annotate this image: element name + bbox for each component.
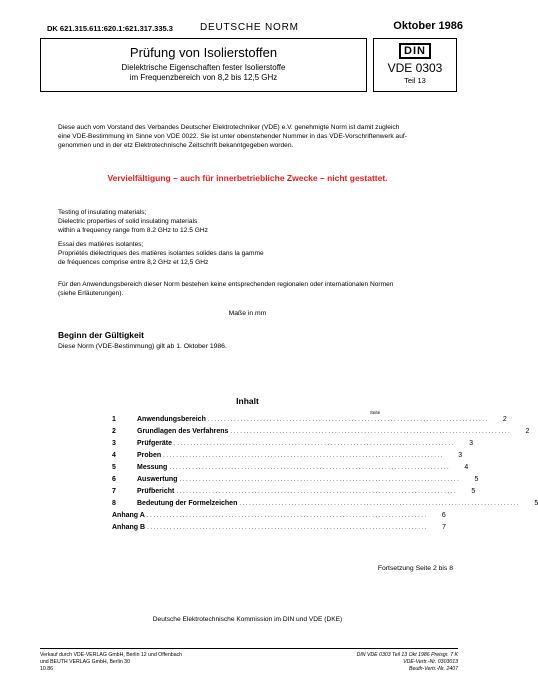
part-number: Teil 13	[404, 76, 426, 85]
toc-page: 3	[458, 452, 463, 459]
footer-line: DIN VDE 0303 Teil 13 Okt 1986 Preisgr. 7 K	[356, 652, 458, 658]
intro-line: Diese auch vom Vorstand des Verbandes Deutscher Elektrotechniker (VDE) e.V. genehmigte Norm ist damit zugleich	[58, 124, 400, 131]
scope-note	[58, 280, 458, 298]
toc-page: 2	[525, 428, 530, 435]
note-line: Für den Anwendungsbereich dieser Norm bestehen keine entsprechenden regionalen oder internationalen Normen	[58, 281, 394, 288]
reproduction-warning: Vervielfältigung – auch für innerbetriebliche Zwecke – nicht gestattet.	[107, 173, 388, 183]
footer-line: Beuth-Vertr.-Nr. 2407	[408, 665, 458, 672]
toc-number: 6	[112, 476, 116, 483]
english-title	[58, 208, 458, 235]
toc-leader: ......................................................................................	[179, 477, 461, 483]
french-line: de fréquences comprise entre 8,2 GHz et 12,5 GHz	[58, 259, 209, 266]
toc-leader: ......................................................................................	[230, 429, 512, 435]
english-line: within a frequency range from 8.2 GHz to 12.5 GHz	[58, 227, 208, 234]
footer-line: und BEUTH VERLAG GmbH, Berlin 30	[40, 658, 130, 665]
toc-page: 3	[469, 440, 473, 447]
toc-number: 3	[112, 440, 116, 447]
footer-line: Verkauf durch VDE-VERLAG GmbH, Berlin 12 und Offenbach	[40, 652, 183, 658]
document-subtitle	[41, 63, 366, 83]
toc-number: 8	[112, 500, 116, 507]
toc-number: 7	[112, 488, 116, 495]
toc-page: 5	[471, 488, 476, 495]
toc-leader: ......................................................................................	[147, 525, 429, 531]
classification-number: DK 621.315.611:620.1:621.317.335.3	[47, 24, 173, 33]
toc-page: 4	[464, 464, 469, 471]
intro-paragraph	[58, 123, 458, 150]
standard-type: DEUTSCHE NORM	[200, 22, 299, 33]
english-line: Testing of insulating materials;	[58, 209, 147, 216]
toc-page: 7	[442, 524, 447, 531]
title-box	[40, 38, 367, 92]
toc-number: 5	[112, 464, 116, 471]
toc-number: 1	[112, 416, 116, 423]
toc-page: 6	[441, 512, 446, 519]
toc-entry[interactable]	[112, 512, 446, 524]
vde-number: VDE 0303	[387, 61, 443, 75]
toc-page: 2	[502, 416, 507, 423]
footer-divider	[40, 648, 458, 649]
din-number-box	[373, 38, 457, 92]
toc-label: Prüfgeräte	[137, 440, 173, 447]
toc-entry[interactable]	[112, 440, 473, 452]
french-title	[58, 240, 458, 267]
french-line: Propriétés diélectriques des matières isolantes solides dans la gamme	[58, 250, 264, 257]
toc-leader: ......................................................................................	[163, 453, 445, 459]
toc-leader: ......................................................................................	[169, 465, 451, 471]
footer-line: 10.86	[40, 665, 53, 672]
table-of-contents	[112, 416, 538, 536]
english-line: Dielectric properties of solid insulating materials	[58, 218, 198, 225]
toc-leader: ......................................................................................	[239, 501, 521, 507]
units-note: Maße in mm	[228, 310, 267, 317]
toc-number: 2	[112, 428, 116, 435]
toc-label: Messung	[137, 464, 168, 471]
toc-label: Bedeutung der Formelzeichen	[137, 500, 238, 507]
toc-label: Anwendungsbereich	[137, 416, 206, 423]
french-line: Essai des matières isolantes;	[58, 241, 144, 248]
validity-heading: Beginn der Gültigkeit	[58, 330, 144, 340]
toc-label: Anhang A	[112, 512, 145, 519]
toc-page: 5	[474, 476, 479, 483]
toc-entry[interactable]	[112, 416, 507, 428]
toc-heading: Inhalt	[236, 396, 259, 406]
note-line: (siehe Erläuterungen).	[58, 290, 124, 297]
subtitle-line: im Frequenzbereich von 8,2 bis 12,5 GHz	[129, 73, 278, 82]
footer-publisher	[40, 652, 182, 672]
intro-line: eine VDE-Bestimmung im Sinne von VDE 0022. Sie ist unter obenstehender Nummer in das VDE-Vorschriftenwerk auf-	[58, 133, 407, 140]
toc-entry[interactable]	[112, 476, 479, 488]
toc-entry[interactable]	[112, 500, 538, 512]
footer-reference	[357, 652, 458, 672]
intro-line: genommen und in der etz Elektrotechnische Zeitschrift bekanntgegeben worden.	[58, 142, 294, 149]
toc-number: 4	[112, 452, 116, 459]
toc-entry[interactable]	[112, 464, 469, 476]
toc-leader: ......................................................................................	[174, 441, 455, 447]
commission-line: Deutsche Elektrotechnische Kommission im DIN und VDE (DKE)	[152, 616, 343, 623]
toc-label: Auswertung	[137, 476, 178, 483]
toc-label: Prüfbericht	[137, 488, 175, 495]
toc-label: Grundlagen des Verfahrens	[137, 428, 229, 435]
toc-entry[interactable]	[112, 524, 447, 536]
toc-label: Anhang B	[112, 524, 146, 531]
validity-text: Diese Norm (VDE-Bestimmung) gilt ab 1. Oktober 1986.	[58, 343, 227, 350]
toc-entry[interactable]	[112, 428, 530, 440]
toc-leader: ......................................................................................	[146, 513, 428, 519]
document-title: Prüfung von Isolierstoffen	[129, 45, 278, 60]
toc-entry[interactable]	[112, 488, 476, 500]
toc-entry[interactable]	[112, 452, 463, 464]
continuation-note: Fortsetzung Seite 2 bis 8	[377, 565, 453, 572]
din-logo: DIN	[399, 43, 431, 59]
toc-leader: ......................................................................................	[207, 417, 489, 423]
toc-leader: ......................................................................................	[176, 489, 458, 495]
toc-label: Proben	[137, 452, 162, 459]
toc-page: 5	[534, 500, 538, 507]
toc-page-label: Seite	[369, 410, 381, 415]
publication-date: Oktober 1986	[393, 20, 463, 32]
subtitle-line: Dielektrische Eigenschaften fester Isolierstoffe	[121, 63, 286, 72]
footer-line: VDE-Vertr.-Nr. 0303013	[403, 658, 458, 665]
